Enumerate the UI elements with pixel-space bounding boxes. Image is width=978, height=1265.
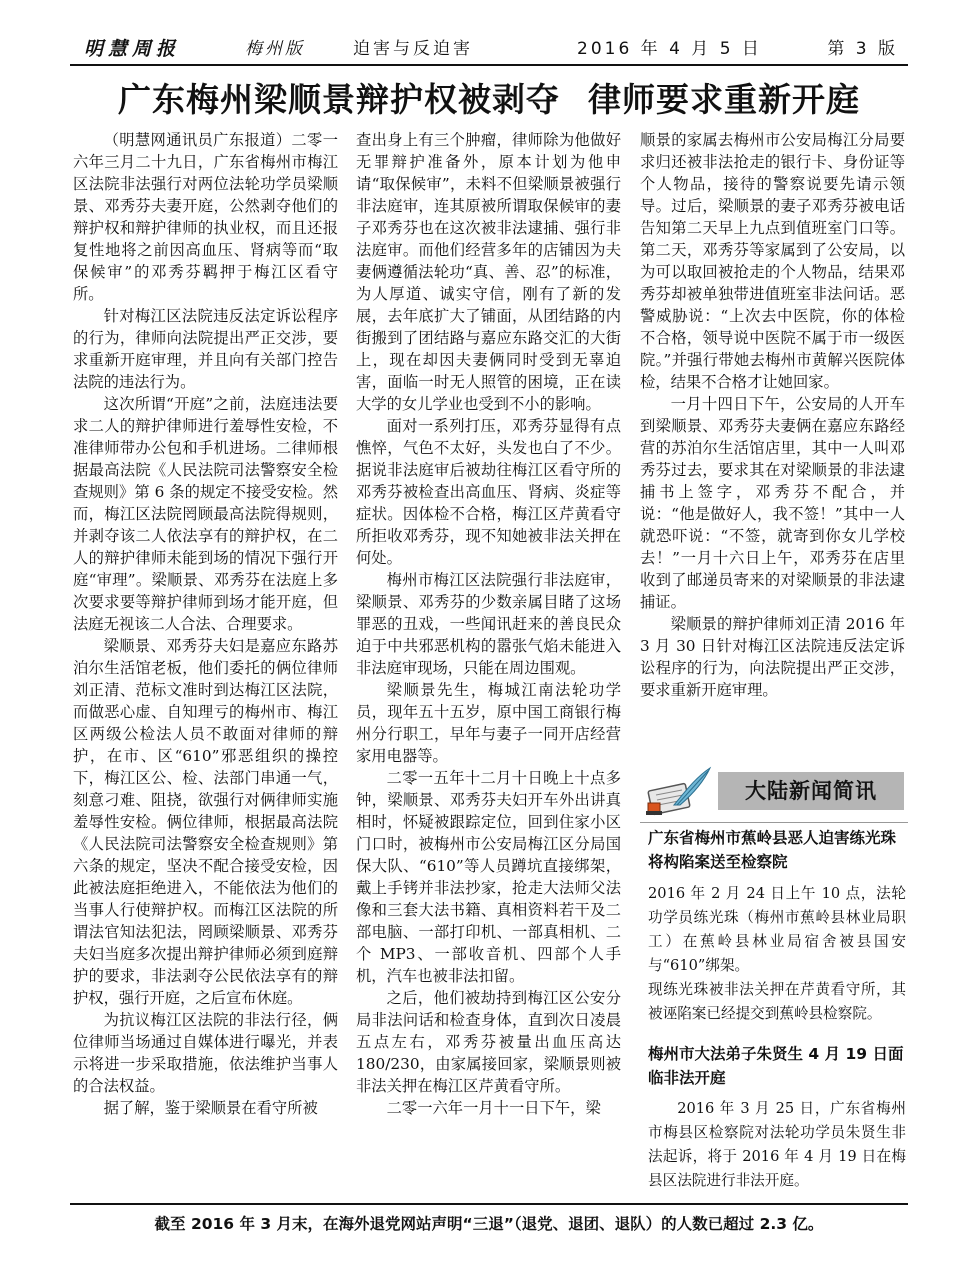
edition-label: 梅州版 [245, 39, 305, 59]
news-section-header [640, 765, 908, 817]
article-paragraph: 二零一六年一月十一日下午，梁 [386, 1099, 601, 1117]
masthead-rule [70, 64, 908, 66]
news-body [648, 1097, 906, 1193]
news-paragraph: 2016 年 3 月 25 日，广东省梅州市梅县区检察院对法轮功学员朱贤生非法起诉，将于 2016 年 4 月 19 日在梅县区法院进行非法开庭。 [648, 1100, 906, 1189]
article-paragraph: 针对梅江区法院违反法定诉讼程序的行为，律师向法院提出严正交涉，要求重新开庭审理，并且向有关部门控告法院的违法行为。 [73, 307, 338, 391]
article-paragraph: 二零一五年十二月十日晚上十点多钟，梁顺景、邓秀芬夫妇开车外出讲真相时，怀疑被跟踪定位，回到住家小区门口时，被梅州市公安局梅江区分局国保大队、“610”等人员蹲坑直接绑架，戴上手铐并非法抄家，抢走大法师父法像和三套大法书籍、真相资料若干及二部电脑、一部打印机、一部真相机、二个 MP3、一部收音机、四部个人手机，汽车也被非法扣留。 [356, 769, 621, 985]
main-headline [70, 74, 908, 121]
article-paragraph: 一月十四日下午，公安局的人开车到梁顺景、邓秀芬夫妻俩在嘉应东路经营的苏泊尔生活馆店里，其中一人叫邓秀芬过去，要求其在对梁顺景的非法逮捕书上签字，邓秀芬不配合，并说：“他是做好人，我不签！”其中一人就恐吓说：“不签，就寄到你女儿学校去！”一月十六日上午，邓秀芬在店里收到了邮递员寄来的对梁顺景的非法逮捕证。 [640, 395, 905, 611]
headline-part-1: 广东梅州梁顺景辩护权被剥夺 [118, 80, 560, 119]
news-headline: 广东省梅州市蕉岭县恶人迫害练光珠 将构陷案送至检察院 [648, 829, 897, 871]
quill-pen-icon [644, 765, 714, 817]
footer-rule [70, 1203, 908, 1205]
article-paragraph: 梁顺景先生，梅城江南法轮功学员，现年五十五岁，原中国工商银行梅州分行职工，早年与妻子一同开店经营家用电器等。 [356, 681, 621, 765]
section-label: 迫害与反迫害 [353, 39, 473, 59]
news-paragraph: 现练光珠被非法关押在芹黄看守所，其被诬陷案已经提交到蕉岭县检察院。 [648, 981, 906, 1022]
article-paragraph: 为抗议梅江区法院的非法行径，俩位律师当场通过自媒体进行曝光，并表示将进一步采取措施，依法维护当事人的合法权益。 [73, 1011, 338, 1095]
article-paragraph: 据了解，鉴于梁顺景在看守所被 [103, 1099, 318, 1117]
headline-part-2: 律师要求重新开庭 [588, 80, 860, 119]
article-paragraph: 之后，他们被劫持到梅江区公安分局非法问话和检查身体，直到次日凌晨五点左右，邓秀芬被量出血压高达 180/230，由家属接回家，梁顺景则被非法关押在梅江区芹黄看守所。 [356, 989, 621, 1095]
news-body [648, 882, 906, 1026]
article-paragraph: 查出身上有三个肿瘤，律师除为他做好无罪辩护准备外，原本计划为他申请“取保候审”，未料不但梁顺景被强行非法庭审，连其原被所谓取保候审的妻子邓秀芬也在这次被非法逮捕、强行非法庭审。而他们经营多年的店铺因为夫妻俩遵循法轮功“真、善、忍”的标准，为人厚道、诚实守信，刚有了新的发展，去年底扩大了铺面，从团结路的内街搬到了团结路与嘉应东路交汇的大街上，现在却因夫妻俩同时受到无辜迫害，面临一时无人照管的困境，正在读大学的女儿学业也受到不小的影响。 [356, 131, 621, 413]
footer-notice: 截至 2016 年 3 月末，在海外退党网站声明“三退”（退党、退团、退队）的人数已超过 2.3 亿。 [154, 1215, 824, 1233]
article-paragraph: 面对一系列打压，邓秀芬显得有点憔悴，气色不太好，头发也白了不少。据说非法庭审后被劫往梅江区看守所的邓秀芬被检查出高血压、肾病、炎症等症状。因体检不合格，梅江区芹黄看守所拒收邓秀芬，现不知她被非法关押在何处。 [356, 417, 621, 567]
article-paragraph: 梁顺景的辩护律师刘正清 2016 年 3 月 30 日针对梅江区法院违反法定诉讼程序的行为，向法院提出严正交涉，要求重新开庭审理。 [640, 615, 905, 699]
article-column-2 [356, 129, 621, 1119]
article-paragraph: 这次所谓“开庭”之前，法庭违法要求二人的辩护律师进行羞辱性安检，不准律师带办公包和手机进场。二律师根据最高法院《人民法院司法警察安全检查规则》第 6 条的规定不接受安检。然而，梅江区法院罔顾最高法院得规则，并剥夺该二人依法享有的辩护权，在二人的辩护律师未能到场的情况下强行开庭“审理”。梁顺景、邓秀芬在法庭上多次要求要等辩护律师到场才能开庭，但法庭无视该二人合法、合理要求。 [73, 395, 338, 633]
masthead [70, 30, 908, 66]
article-paragraph: 梅州市梅江区法院强行非法庭审，梁顺景、邓秀芬的少数亲属目睹了这场罪恶的丑戏，一些闻讯赶来的善良民众迫于中共邪恶机构的嚣张气焰未能进入非法庭审现场，只能在周边围观。 [356, 571, 621, 677]
article-paragraph: （明慧网通讯员广东报道）二零一六年三月二十九日，广东省梅州市梅江区法院非法强行对两位法轮功学员梁顺景、邓秀芬夫妻开庭，公然剥夺他们的辩护权和辩护律师的执业权，而且还报复性地将之前因高血压、肾病等而“取保候审”的邓秀芬羁押于梅江区看守所。 [73, 131, 338, 303]
article-paragraph: 梁顺景、邓秀芬夫妇是嘉应东路苏泊尔生活馆老板，他们委托的俩位律师刘正清、范标文准时到达梅江区法院，而做恶心虚、自知理亏的梅州市、梅江区两级公检法人员不敢面对律师的辩护，在市、区“610”邪恶组织的操控下，梅江区公、检、法部门串通一气，刻意刁难、阻挠，欲强行对俩律师实施羞辱性安检。俩位律师，根据最高法院《人民法院司法警察安全检查规则》第六条的规定，坚决不配合接受安检，因此被法庭拒绝进入，不能依法为他们的当事人行使辩护权。而梅江区法院的所谓法官知法犯法，罔顾梁顺景、邓秀芬夫妇当庭多次提出辩护律师必须到庭辩护的要求，非法剥夺公民依法享有的辩护权，强行开庭，之后宣布休庭。 [73, 637, 338, 1007]
news-section-rule [640, 822, 908, 823]
publication-name: 明慧周报 [84, 38, 181, 60]
article-paragraph: 顺景的家属去梅州市公安局梅江分局要求归还被非法抢走的银行卡、身份证等个人物品，接待的警察说要先请示领导。过后，梁顺景的妻子邓秀芬被电话告知第二天早上九点到值班室门口等。第二天，邓秀芬等家属到了公安局，以为可以取回被抢走的个人物品，结果邓秀芬却被单独带进值班室非法问话。恶警威胁说：“上次去中医院，你的体检不合格，领导说中医院不属于市一级医院。”并强行带她去梅州市黄解兴医院体检，结果不合格才让她回家。 [640, 131, 905, 391]
news-section-title: 大陆新闻简讯 [718, 772, 904, 810]
page-number: 第 3 版 [827, 39, 898, 59]
article-column-1 [73, 129, 338, 1119]
issue-date: 2016 年 4 月 5 日 [577, 39, 762, 59]
news-paragraph: 2016 年 2 月 24 日上午 10 点，法轮功学员练光珠（梅州市蕉岭县林业局职工）在蕉岭县林业局宿舍被县国安与“610”绑架。 [648, 885, 906, 974]
news-headline: 梅州市大法弟子朱贤生 4 月 19 日面临非法开庭 [648, 1045, 904, 1087]
article-column-3 [640, 129, 905, 701]
